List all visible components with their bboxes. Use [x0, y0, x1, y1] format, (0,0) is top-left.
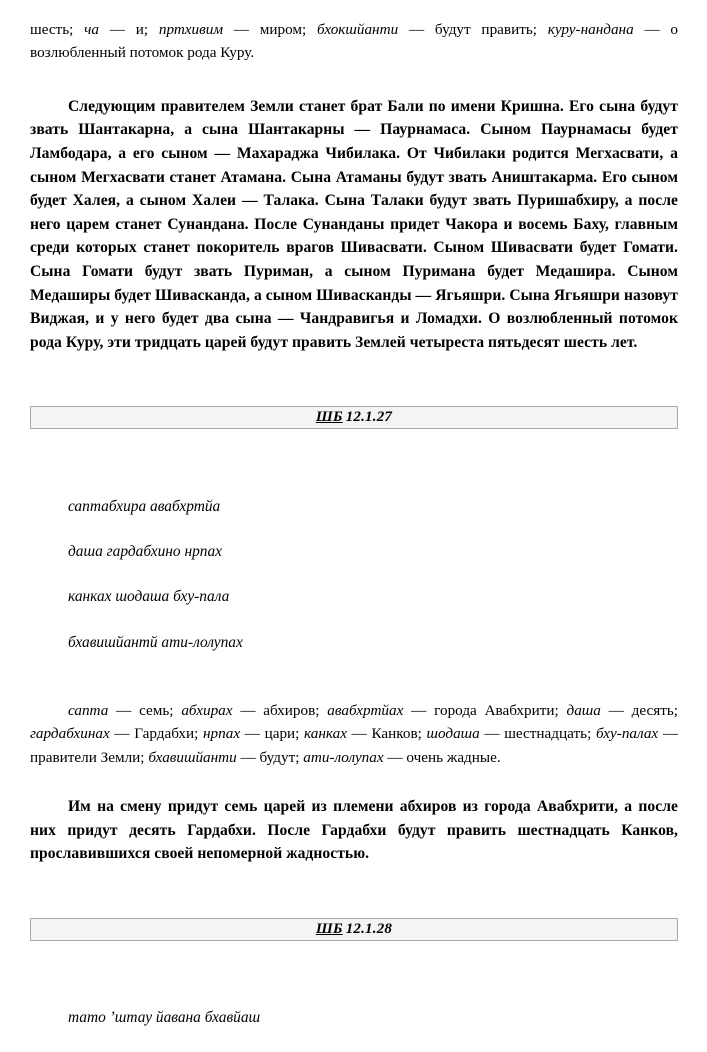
- gloss-text: — десять;: [600, 701, 678, 719]
- sanskrit-term: бхавишйанти: [148, 748, 237, 766]
- sanskrit-term: ча: [84, 21, 99, 38]
- synonyms-continuation: [30, 18, 678, 65]
- spacer: [30, 769, 678, 795]
- sanskrit-term: гардабхинах: [30, 725, 110, 743]
- gloss-text: шесть;: [30, 21, 85, 38]
- verse-reference-bar: [30, 918, 678, 941]
- verse-line: канках шодаша бху-пала: [68, 588, 230, 606]
- gloss-text: — правители Земли;: [30, 725, 679, 766]
- gloss-text: — будут править;: [398, 21, 548, 38]
- sanskrit-term: сапта: [68, 701, 109, 719]
- sanskrit-term: ати-лолупах: [303, 748, 384, 766]
- verse-reference-bar: [30, 406, 678, 429]
- verse-translation: Им на смену придут семь царей из племени абхиров из города Авабхрити, а после них придут десять Гардабхи. После Гардабхи будут править шестнадцать Канков, прославившихся своей непомерной жадностью.: [30, 797, 678, 863]
- spacer: [30, 941, 678, 985]
- gloss-text: — о возлюбленный потомок рода Куру.: [30, 21, 679, 62]
- gloss-text: — семь;: [108, 701, 182, 719]
- verse-reference-label: ШБ: [315, 409, 343, 426]
- verse-line: саптабхира авабхртйа: [68, 497, 221, 515]
- verse-synonyms-runs: [30, 702, 678, 766]
- gloss-text: — Канков;: [346, 725, 427, 743]
- gloss-text: — будут;: [236, 748, 304, 766]
- sanskrit-term: абхирах: [181, 701, 233, 719]
- verse-line: бхавишйантй ати-лолупах: [68, 633, 243, 651]
- gloss-text: — шестнадцать;: [479, 725, 596, 743]
- gloss-text: — цари;: [240, 725, 305, 743]
- sanskrit-term: пртхивим: [158, 21, 224, 38]
- spacer: [30, 866, 678, 918]
- gloss-text: — очень жадные.: [383, 748, 501, 766]
- gloss-text: — и;: [98, 21, 159, 38]
- verse-text: [30, 473, 678, 676]
- sanskrit-term: даша: [566, 701, 601, 719]
- sanskrit-term: бхокшйанти: [317, 21, 399, 38]
- spacer: [30, 429, 678, 473]
- verse-reference-number: 12.1.28: [345, 920, 393, 937]
- verse-synonyms: [30, 699, 678, 769]
- gloss-text: — города Авабхрити;: [403, 701, 567, 719]
- verse-reference-label: ШБ: [315, 920, 343, 937]
- sanskrit-term: куру-нандана: [547, 21, 634, 38]
- translation-paragraph: Следующим правителем Земли станет брат Бали по имени Кришна. Его сына будут звать Шантакарна, а сына Шантакарны — Паурнамаса. Сыном Паурнамасы будет Ламбодара, а его сыном — Махараджа Чибилака. От Чибилаки родится Мегхасвати, а сыном Мегхасвати станет Атамана. Сына Атаманы будут звать Аништакарма. Его сыном будет Халея, а сыном Халеи — Талака. Сына Талаки будут звать Пуришабхиру, а после него царем станет Сунандана. После Сунанданы придет Чакора и восемь Баху, главным среди которых станет покоритель врагов Шивасвати. Сыном Шивасвати будет Гомати. Сына Гомати будут звать Пуриман, а сыном Пуримана будет Медашира. Сыном Медаширы будет Шивасканда, а сыном Шивасканды — Ягьяшри. Сына Ягьяшри назовут Виджая, и у него будет два сына — Чандравигья и Ломадхи. О возлюбленный потомок рода Куру, эти тридцать царей будут править Землей четыреста пятьдесят шесть лет.: [30, 97, 678, 351]
- gloss-text: — абхиров;: [232, 701, 328, 719]
- sanskrit-term: бху-палах: [595, 725, 659, 743]
- verse-reference-text: [316, 922, 392, 937]
- gloss-text: — Гардабхи;: [109, 725, 203, 743]
- sanskrit-term: нрпах: [203, 725, 241, 743]
- spacer: [30, 354, 678, 406]
- verse-line: тато ’штау йавана бхавйаш: [68, 1009, 261, 1027]
- verse-line: даша гардабхино нрпах: [68, 543, 223, 561]
- spacer: [30, 65, 678, 95]
- sanskrit-term: канках: [304, 725, 347, 743]
- gloss-text: — миром;: [223, 21, 318, 38]
- verse-text: [30, 985, 678, 1052]
- sanskrit-term: авабхртйах: [327, 701, 404, 719]
- verse-reference-text: [316, 410, 392, 425]
- spacer: [30, 677, 678, 699]
- verse-reference-number: 12.1.27: [345, 409, 393, 426]
- synonyms-continuation-runs: [30, 21, 678, 61]
- sanskrit-term: шодаша: [426, 725, 480, 743]
